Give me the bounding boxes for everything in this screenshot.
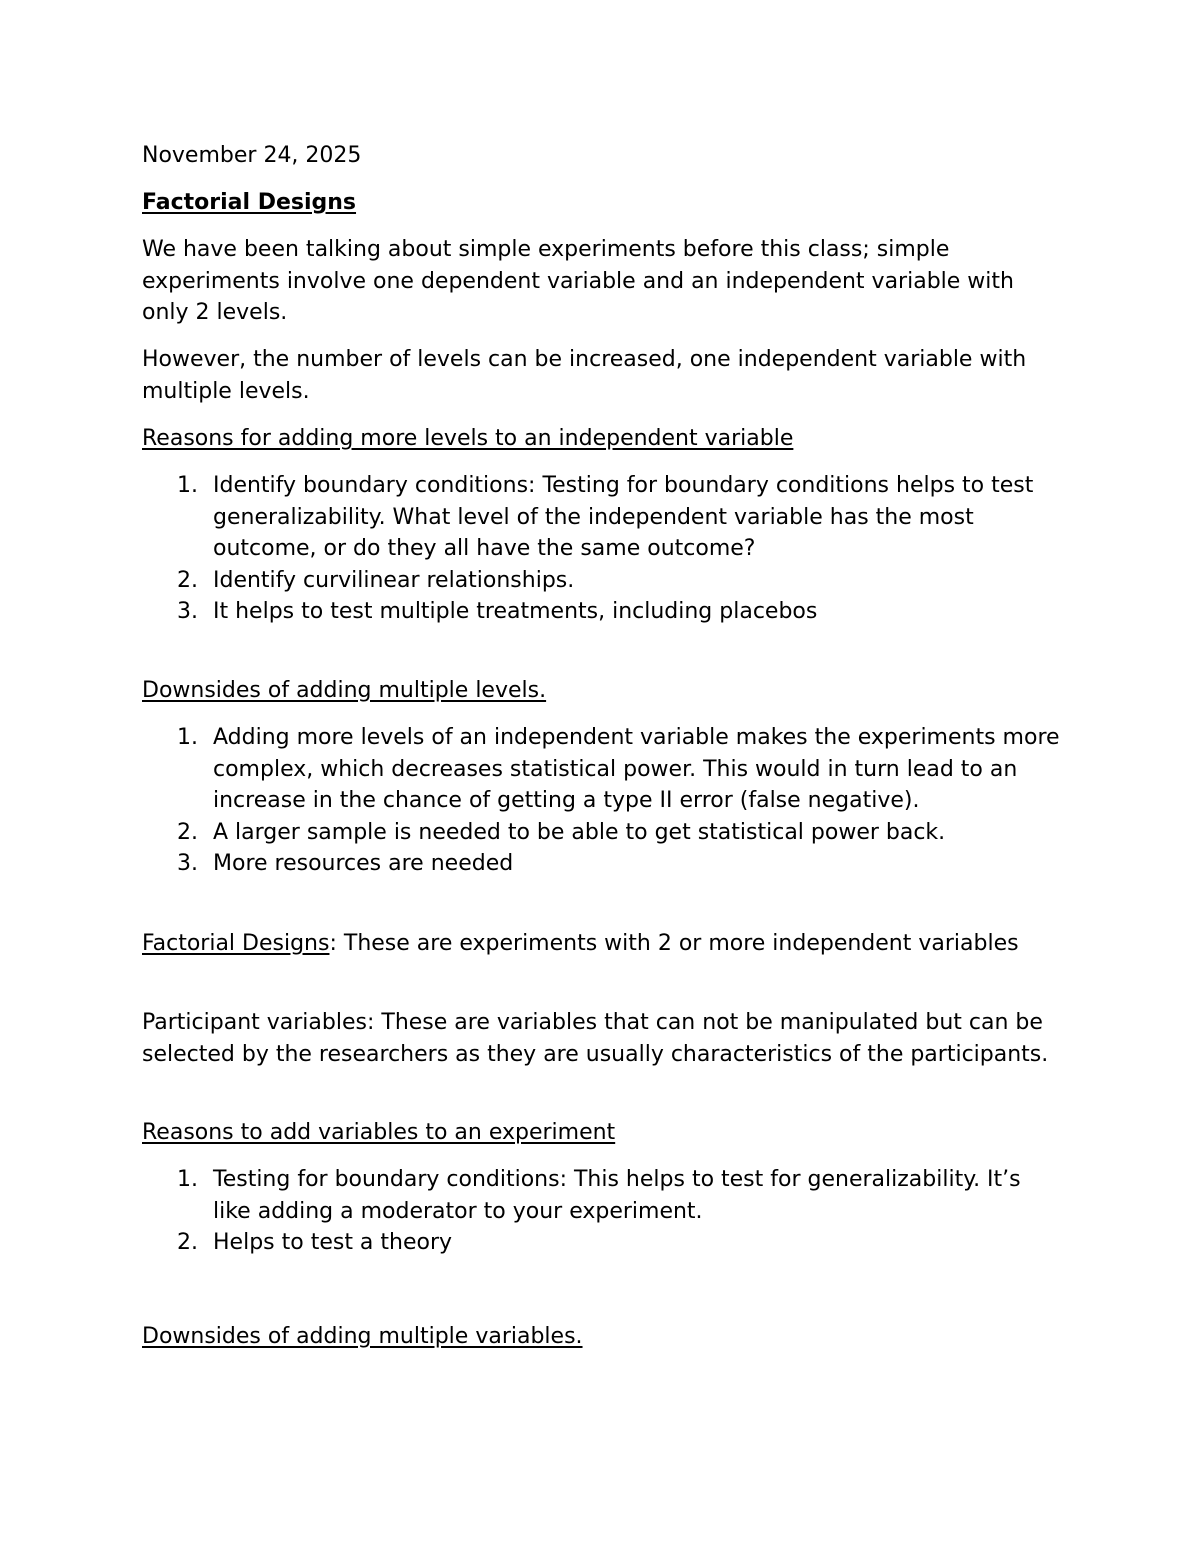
list-item-text: A larger sample is needed to be able to get statistical power back. xyxy=(213,819,946,845)
list-item xyxy=(142,848,1062,880)
list-item xyxy=(142,1227,1062,1259)
list-number: 1. xyxy=(177,725,198,750)
reasons-levels-list xyxy=(142,470,1062,628)
reasons-levels-heading: Reasons for adding more levels to an independent variable xyxy=(142,426,794,451)
list-number: 2. xyxy=(177,1230,198,1255)
list-item-text: Testing for boundary conditions: This helps to test for generalizability. It’s like adding a moderator to your experiment. xyxy=(213,1167,1021,1224)
date-line: November 24, 2025 xyxy=(142,143,362,168)
downsides-variables-heading: Downsides of adding multiple variables. xyxy=(142,1324,583,1349)
downsides-levels-list xyxy=(142,722,1062,880)
list-item-text: Identify boundary conditions: Testing for boundary conditions helps to test generalizability. What level of the independent variable has the most outcome, or do they all have the same outcome? xyxy=(213,473,1034,561)
list-number: 1. xyxy=(177,473,198,498)
list-item xyxy=(142,565,1062,597)
list-number: 1. xyxy=(177,1167,198,1192)
list-item-text: Adding more levels of an independent variable makes the experiments more complex, which decreases statistical power. This would in turn lead to an increase in the chance of getting a type II error (false negative). xyxy=(213,725,1060,813)
list-item xyxy=(142,596,1062,628)
list-number: 2. xyxy=(177,567,198,593)
reasons-variables-heading: Reasons to add variables to an experiment xyxy=(142,1120,616,1145)
factorial-definition xyxy=(142,928,1062,960)
intro-paragraph: We have been talking about simple experiments before this class; simple experiments involve one dependent variable and an independent variable with only 2 levels. xyxy=(142,237,1014,325)
factorial-term: Factorial Designs xyxy=(142,931,330,956)
list-item-text: It helps to test multiple treatments, including placebos xyxy=(213,599,818,624)
list-item-text: Helps to test a theory xyxy=(213,1230,453,1255)
list-number: 3. xyxy=(177,599,198,624)
list-item xyxy=(142,817,1062,849)
list-number: 3. xyxy=(177,851,198,876)
list-item xyxy=(142,722,1062,817)
page-title: Factorial Designs xyxy=(142,190,357,215)
list-number: 2. xyxy=(177,819,198,845)
list-item-text: More resources are needed xyxy=(213,851,514,876)
however-paragraph: However, the number of levels can be increased, one independent variable with multiple levels. xyxy=(142,347,1027,404)
factorial-definition-text: : These are experiments with 2 or more independent variables xyxy=(329,931,1019,956)
list-item xyxy=(142,1164,1062,1227)
list-item xyxy=(142,470,1062,565)
reasons-variables-list xyxy=(142,1164,1062,1259)
list-item-text: Identify curvilinear relationships. xyxy=(213,567,575,593)
participant-variables-paragraph: Participant variables: These are variables that can not be manipulated but can be selected by the researchers as they are usually characteristics of the participants. xyxy=(142,1010,1049,1067)
downsides-levels-heading: Downsides of adding multiple levels. xyxy=(142,678,547,703)
